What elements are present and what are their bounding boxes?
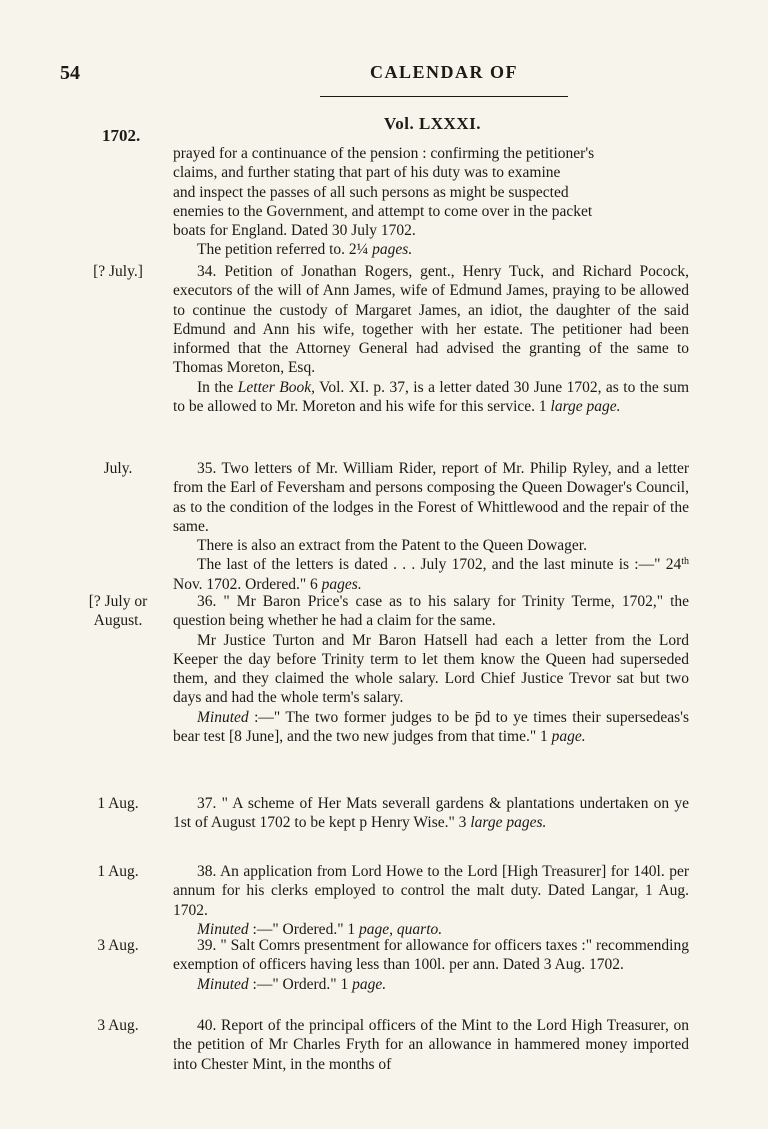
page-number: 54 [60,62,80,84]
entry-35-note: There is also an extract from the Patent to the Queen Dowager. [197,537,587,555]
running-title: CALENDAR OF [370,62,519,82]
entry-39-minute: Minuted :—" Orderd." 1 page. [197,975,387,993]
entry-40-date: 3 Aug. [97,1017,139,1034]
continuation-line: enemies to the Government, and attempt to come over in the packet [173,202,593,220]
entry-40 [173,1016,689,1074]
entry-36-minute: Minuted :—" The two former judges to be p̄d to ye times their supersedeas's bear test [8 June], and the two new judges from that time." 1 page. [173,708,689,746]
entry-39-text: 39. " Salt Comrs presentment for allowance for officers taxes :" recommending exemption of officers having less than 100l. per ann. Dated 3 Aug. 1702. [173,937,689,974]
entry-34-date: [? July.] [93,263,143,280]
entry-39 [173,936,689,994]
entry-36-note: Mr Justice Turton and Mr Baron Hatsell had each a letter from the Lord Keeper the day before Trinity term to let them know the Queen had superseded them, and they claimed the whole salary. Lord Chief Justice Trevor sat but two days and had the whole term's salary. [173,631,689,707]
entry-38-minute: Minuted :—" Ordered." 1 page, quarto. [197,920,443,938]
continuation-note: The petition referred to. 2¼ pages. [197,241,413,259]
continuation-line: boats for England. Dated 30 July 1702. [173,222,416,240]
entry-38-date: 1 Aug. [97,863,139,880]
continuation-line: and inspect the passes of all such persons as might be suspected [173,183,569,201]
entry-36 [173,592,689,746]
entry-35-text: 35. Two letters of Mr. William Rider, report of Mr. Philip Ryley, and a letter from the Earl of Feversham and persons composing the Queen Dowager's Council, as to the condition of the lodges in the Forest of Whittlewood and the repair of the same. [173,460,689,535]
entry-38 [173,862,689,939]
entry-34-note: In the Letter Book, Vol. XI. p. 37, is a letter dated 30 June 1702, as to the sum to be allowed to Mr. Moreton and his wife for this service. 1 large page. [173,378,689,416]
entry-37-text: 37. " A scheme of Her Mats severall gardens & plantations undertaken on ye 1st of August 1702 to be kept p Henry Wise." 3 large pages. [173,795,689,832]
page-header [0,62,768,92]
entry-35-minute: The last of the letters is dated . . . July 1702, and the last minute is :—" 24th Nov. 1702. Ordered." 6 pages. [173,556,689,593]
entry-38-text: 38. An application from Lord Howe to the Lord [High Treasurer] for 140l. per annum for his clerks employed to control the malt duty. Dated Langar, 1 Aug. 1702. [173,863,689,919]
volume-heading: Vol. LXXXI. [384,114,481,133]
continuation-block [173,144,689,260]
entry-37 [173,794,689,833]
continuation-line: prayed for a continuance of the pension : confirming the petitioner's [173,145,595,162]
entry-40-text: 40. Report of the principal officers of the Mint to the Lord High Treasurer, on the petition of Mr Charles Fryth for an allowance in hammered money imported into Chester Mint, in the months of [173,1017,689,1073]
entry-35 [173,459,689,594]
header-rule [320,96,568,97]
entry-34-text: 34. Petition of Jonathan Rogers, gent., Henry Tuck, and Richard Pocock, executors of the will of Ann James, wife of Edmund James, praying to be allowed to continue the custody of Margaret James, an idiot, the daughter of the said Edmund and Ann his wife, together with her estate. The petitioner had been informed that the Attorney General had advised the granting of the same to Thomas Moreton, Esq. [173,263,689,377]
entry-36-text: 36. " Mr Baron Price's case as to his salary for Trinity Terme, 1702," the question being whether he had a claim for the same. [173,593,689,630]
entry-37-date: 1 Aug. [97,795,139,812]
continuation-line: claims, and further stating that part of his duty was to examine [173,164,561,182]
margin-year: 1702. [102,126,141,145]
entry-34 [173,262,689,416]
entry-36-date: [? July or August. [88,593,148,630]
entry-39-date: 3 Aug. [97,937,139,954]
entry-35-date: July. [103,460,133,477]
